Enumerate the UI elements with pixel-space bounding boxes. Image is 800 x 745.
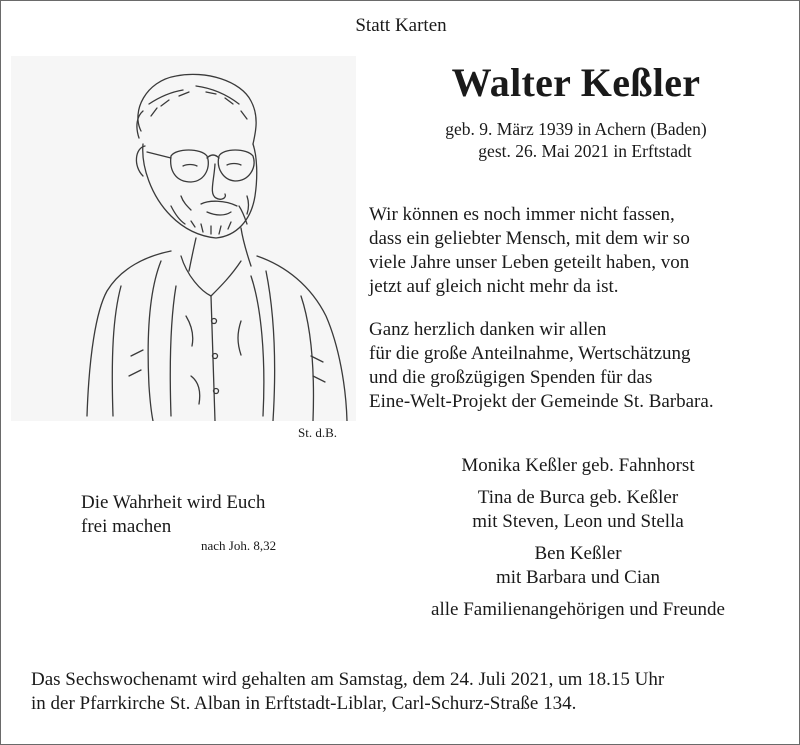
- birth-date: geb. 9. März 1939 in Achern (Baden): [445, 119, 707, 139]
- portrait-drawing-icon: [11, 56, 356, 421]
- message-line: für die große Anteilnahme, Wertschätzung: [369, 343, 691, 364]
- mourner-group: [373, 454, 783, 478]
- message-paragraph-2: [369, 318, 714, 414]
- mourners-list: [373, 454, 783, 630]
- verse-line: Die Wahrheit wird Euch: [81, 492, 266, 513]
- mourner-group: [373, 486, 783, 534]
- bible-verse: [81, 491, 265, 539]
- message-line: jetzt auf gleich nicht mehr da ist.: [369, 276, 619, 297]
- mourner-group: [373, 598, 783, 622]
- service-announcement: [31, 668, 664, 716]
- message-line: viele Jahre unser Leben geteilt haben, von: [369, 252, 690, 273]
- death-date: gest. 26. Mai 2021 in Erftstadt: [478, 141, 692, 161]
- message-line: Eine-Welt-Projekt der Gemeinde St. Barbara.: [369, 391, 714, 412]
- mourner-line: alle Familienangehörigen und Freunde: [431, 599, 725, 620]
- mourner-line: mit Steven, Leon und Stella: [472, 511, 684, 532]
- header-statt-karten: Statt Karten: [355, 15, 447, 36]
- verse-source: nach Joh. 8,32: [201, 538, 277, 553]
- verse-line: frei machen: [81, 516, 172, 537]
- message-line: und die großzügigen Spenden für das: [369, 367, 653, 388]
- mourner-line: mit Barbara und Cian: [495, 567, 661, 588]
- life-dates: [401, 118, 751, 162]
- deceased-name: Walter Keßler: [451, 60, 701, 105]
- message-line: Wir können es noch immer nicht fassen,: [369, 204, 675, 225]
- message-line: Ganz herzlich danken wir allen: [369, 319, 607, 340]
- mourner-group: [373, 542, 783, 590]
- portrait-credit: St. d.B.: [298, 425, 338, 440]
- mourner-line: Tina de Burca geb. Keßler: [477, 487, 679, 508]
- service-line: in der Pfarrkirche St. Alban in Erftstadt-Liblar, Carl-Schurz-Straße 134.: [31, 693, 577, 714]
- service-line: Das Sechswochenamt wird gehalten am Samstag, dem 24. Juli 2021, um 18.15 Uhr: [31, 669, 665, 690]
- mourner-line: Monika Keßler geb. Fahnhorst: [461, 455, 695, 476]
- mourner-line: Ben Keßler: [534, 543, 622, 564]
- message-paragraph-1: [369, 203, 690, 299]
- message-line: dass ein geliebter Mensch, mit dem wir so: [369, 228, 690, 249]
